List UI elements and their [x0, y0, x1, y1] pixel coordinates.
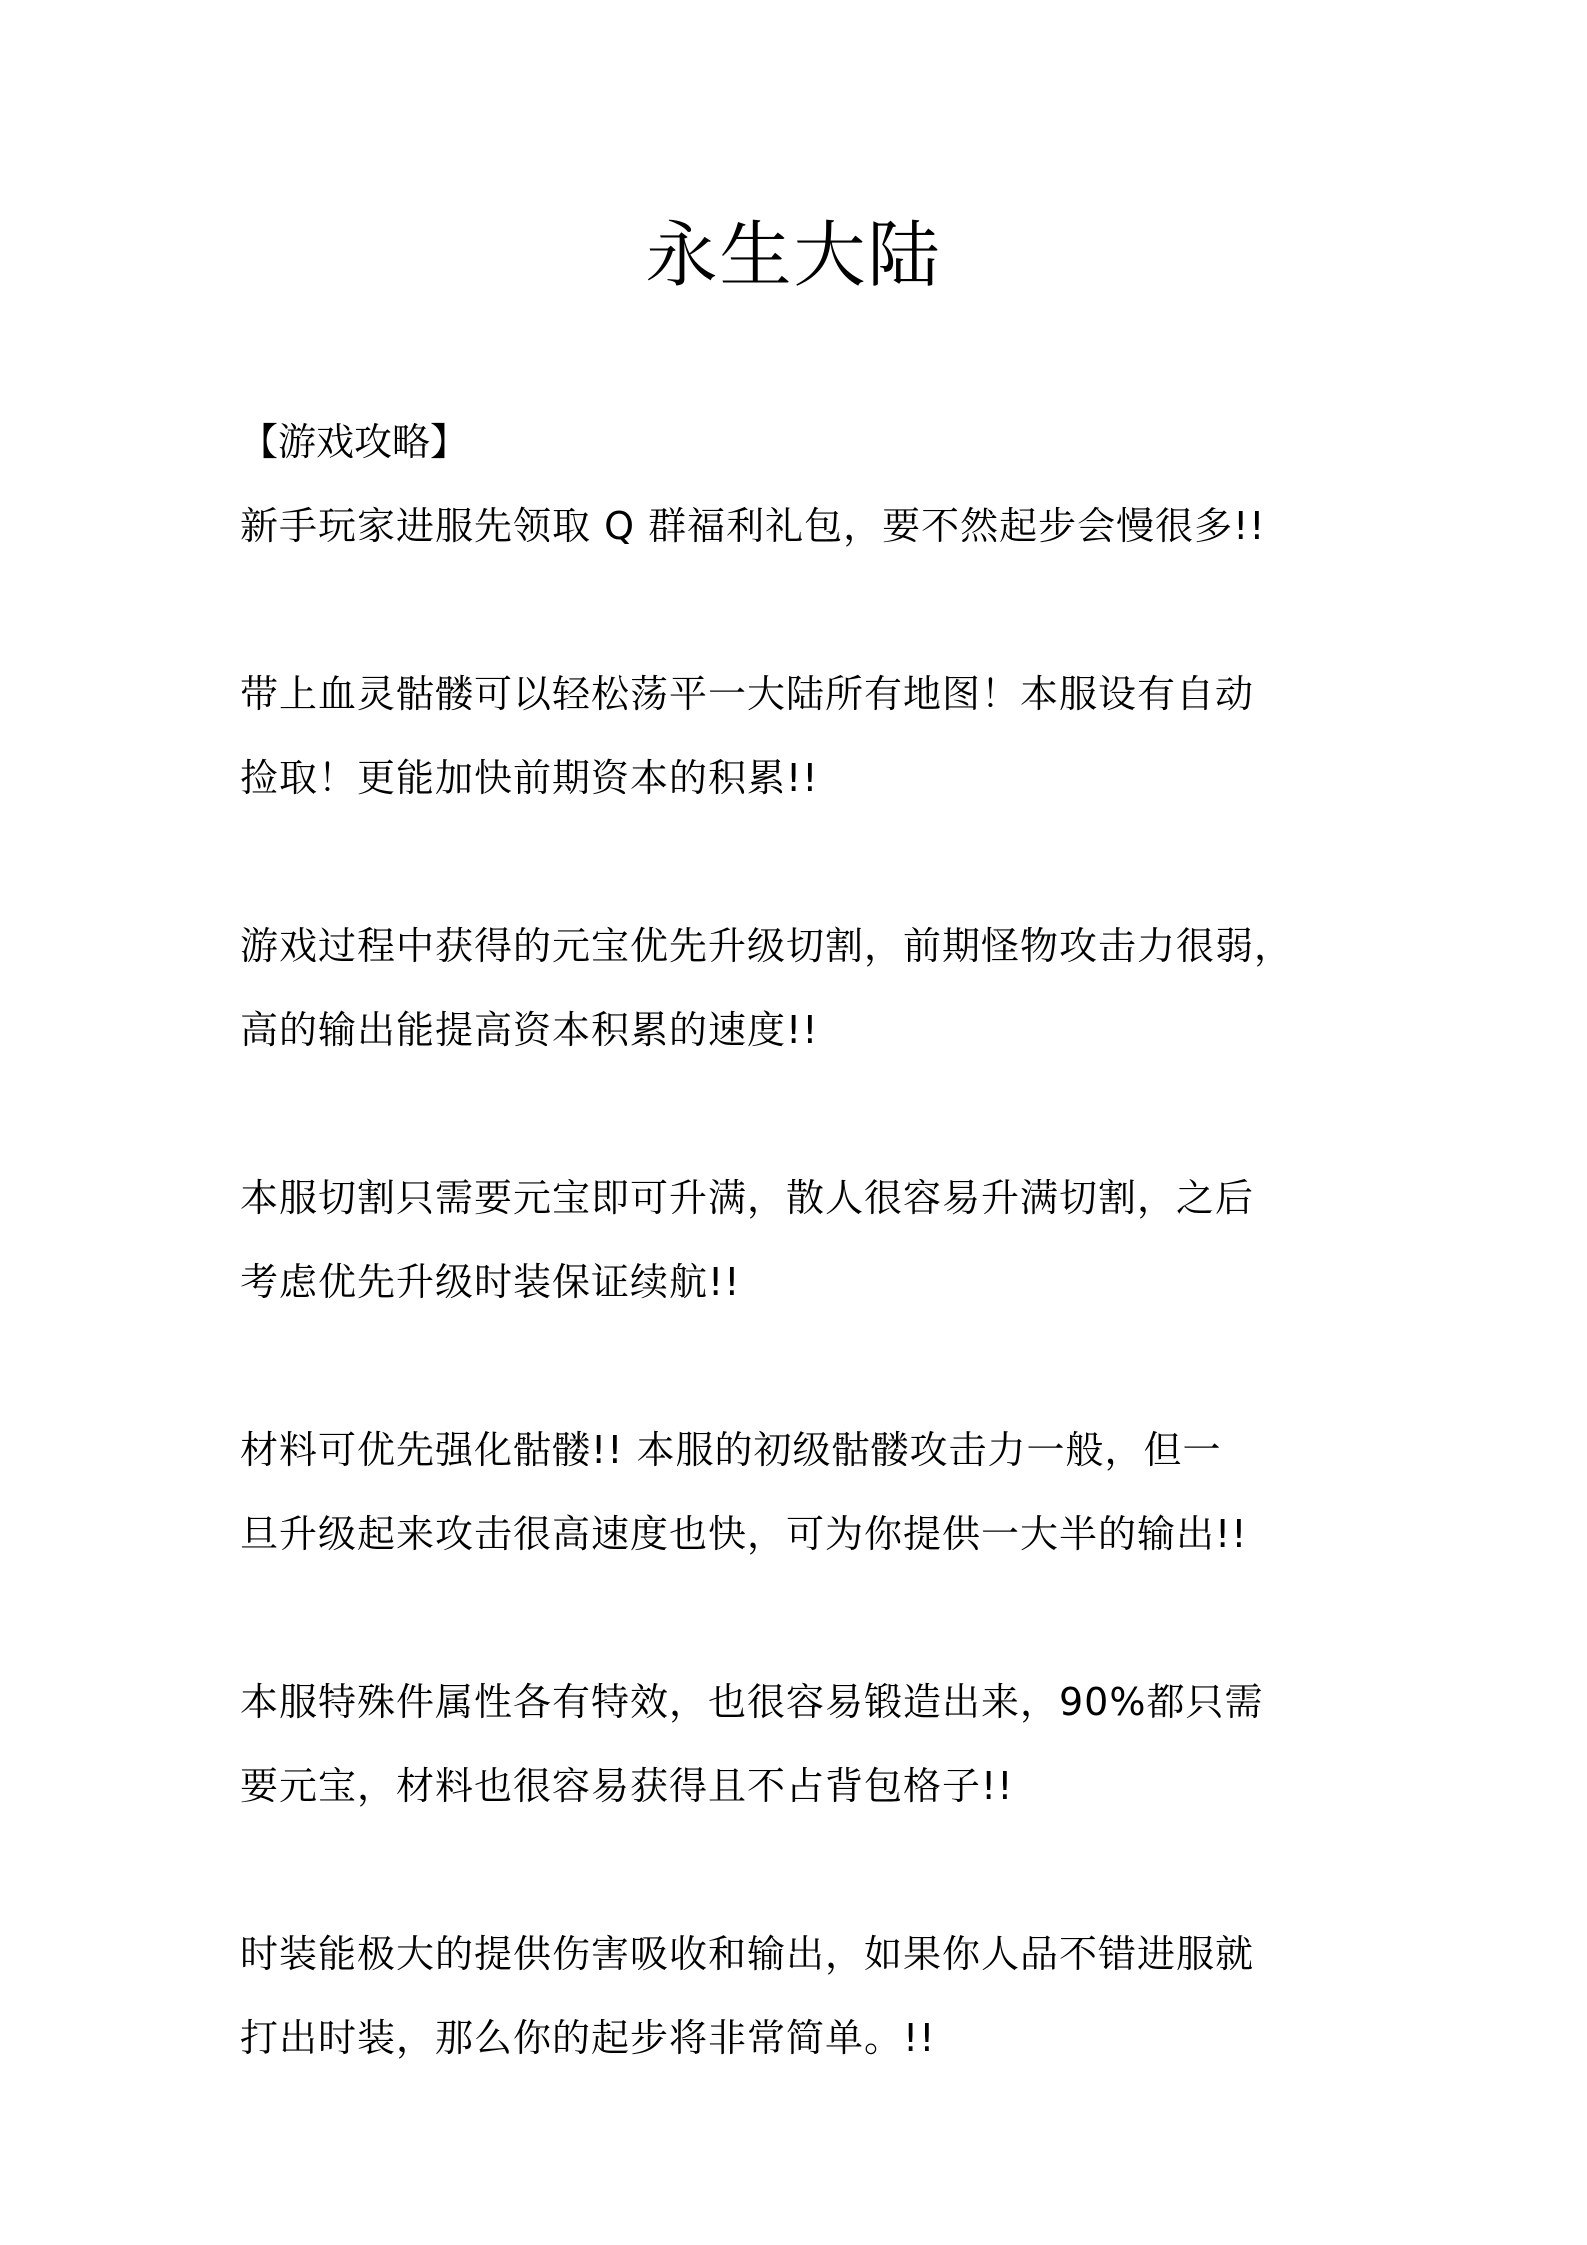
paragraph-line: 本服切割只需要元宝即可升满，散人很容易升满切割，之后 — [240, 1176, 1255, 1220]
paragraph-line: 游戏过程中获得的元宝优先升级切割，前期怪物攻击力很弱， — [240, 924, 1294, 968]
paragraph-line: 本服特殊件属性各有特效，也很容易锻造出来，90%都只需 — [240, 1680, 1264, 1724]
paragraph-7 — [240, 1912, 1370, 2080]
paragraph-3 — [240, 904, 1370, 1072]
paragraph-line: 高的输出能提高资本积累的速度!! — [240, 1008, 819, 1052]
paragraph-line: 时装能极大的提供伤害吸收和输出，如果你人品不错进服就 — [240, 1932, 1255, 1976]
paragraph-2 — [240, 652, 1370, 820]
paragraph-1 — [240, 484, 1370, 568]
paragraph-line: 要元宝，材料也很容易获得且不占背包格子!! — [240, 1764, 1014, 1808]
document-title: 永生大陆 — [645, 213, 942, 297]
paragraph-line: 打出时装，那么你的起步将非常简单。!! — [240, 2016, 936, 2060]
paragraph-line: 材料可优先强化骷髅!! 本服的初级骷髅攻击力一般，但一 — [240, 1428, 1222, 1472]
paragraph-line: 新手玩家进服先领取 Q 群福利礼包，要不然起步会慢很多!! — [240, 504, 1266, 548]
section-heading: 【游戏攻略】 — [240, 420, 469, 464]
paragraph-line: 考虑优先升级时装保证续航!! — [240, 1260, 741, 1304]
paragraph-line: 捡取！更能加快前期资本的积累!! — [240, 756, 819, 800]
paragraph-6 — [240, 1660, 1370, 1828]
paragraph-4 — [240, 1156, 1370, 1324]
paragraph-5 — [240, 1408, 1370, 1576]
document-body — [240, 400, 1370, 2164]
paragraph-line: 旦升级起来攻击很高速度也快，可为你提供一大半的输出!! — [240, 1512, 1248, 1556]
paragraph-line: 带上血灵骷髅可以轻松荡平一大陆所有地图！本服设有自动 — [240, 672, 1255, 716]
